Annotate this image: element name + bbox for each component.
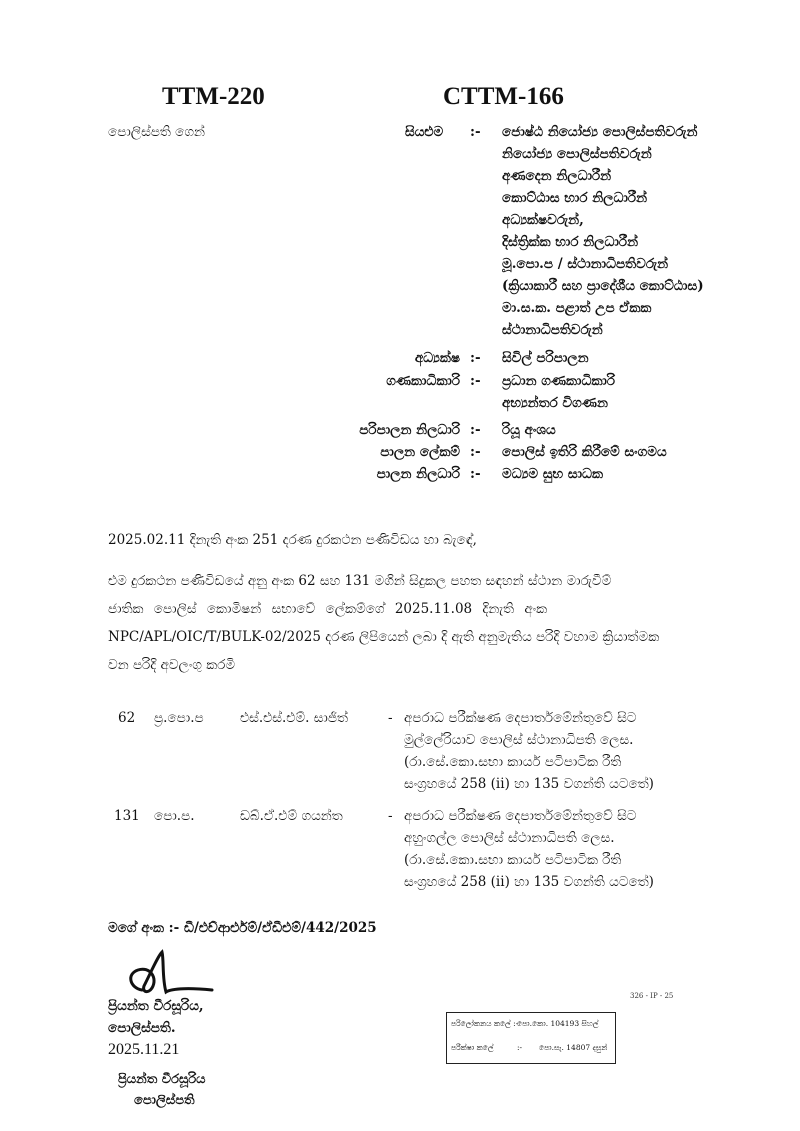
copy-value: රියූ අංශය (502, 422, 556, 438)
transfer-rank: ප්‍ර.පො.ප (154, 710, 204, 726)
body-line: එම දුරකථන පණිවිඩයේ අනු අංක 62 සහ 131 මගින් සිදුකල පහත සඳහන් ස්ථාන මාරුවීම් (108, 573, 612, 589)
copy-label-secretary: පාලන ලේකම් (380, 444, 460, 460)
box-value: පො.කො. 104193 සිහල් (517, 1019, 599, 1028)
sender: පොලිස්පති ගෙන් (108, 124, 205, 140)
copy-value: මධ්‍යම සුභ සාධක (502, 466, 603, 482)
transfer-detail: (රා.සේ.කො.සභා කාර්ය පටිපාටික රීති (404, 852, 622, 868)
signature (112, 948, 232, 1003)
subject-line: 2025.02.11 දිනැති අංක 251 දරණ දුරකථන පණිවිඩය හා බැඳේ, (108, 532, 477, 548)
recipient-item: අධ්‍යක්ෂවරුන්, (502, 212, 584, 228)
recipient-item: මා.ස.ක. පළාත් උප ඒකක (502, 300, 652, 316)
signatory-title: පොලිස්පති. (108, 1020, 176, 1036)
transfer-dash: - (388, 710, 393, 726)
copy-value: පොලිස් ඉතිරි කිරීමේ සංගමය (502, 444, 667, 460)
recipient-item: නියෝජ්‍ය පොලිස්පතිවරුන් (502, 146, 652, 162)
copy-label-admin-officer: පරිපාලන නිලධාරි (359, 422, 460, 438)
transfer-dash: - (388, 808, 393, 824)
recipient-item: ජොෂ්ඨ නියෝජ්‍ය පොලිස්පතිවරුන් (502, 124, 698, 140)
copy-value: අභ්‍යන්තර විගණන (502, 395, 608, 411)
box-label: පරීක්ෂා කලේ (451, 1043, 494, 1052)
transfer-detail: මුල්ලේරියාව පොලිස් ස්ථානාධිපති ලෙස. (404, 732, 634, 748)
transfer-detail: සංග්‍රහයේ 258 (ii) හා 135 වගන්ති යටතේ) (404, 776, 654, 792)
copy-separator: :- (470, 350, 481, 366)
scan-check-box (446, 1012, 616, 1064)
copy-value: සිවිල් පරිපාලන (502, 350, 589, 366)
transfer-number: 131 (114, 808, 140, 824)
transfer-number: 62 (118, 710, 136, 726)
box-label: පරිලෝකනය කලේ :- (451, 1019, 519, 1028)
body-line: NPC/APL/OIC/T/BULK-02/2025 දරණ ලිපියෙන් ලබා දි ඇති අනුමැතිය පරිදි වහාම ක්‍රියාත්මක (108, 629, 660, 645)
transfer-detail: සංග්‍රහයේ 258 (ii) හා 135 වගන්ති යටතේ) (404, 874, 654, 890)
copy-separator: :- (470, 466, 481, 482)
recipient-item: (ක්‍රියාකාරී සහ ප්‍රාදේශීය කොට්ඨාස) (502, 278, 704, 294)
recipient-item: ස්ථානාධිපතිවරුන් (502, 322, 603, 338)
recipients-separator: :- (470, 124, 481, 140)
transfer-name: එස්.එස්.එම්. සාජිත් (240, 710, 348, 726)
body-line: ජාතික පොලිස් කොමිෂන් සභාවේ ලේකම්ගේ 2025.11.08 දිනැති අංක (108, 601, 548, 617)
document-code-left: TTM-220 (162, 83, 265, 110)
recipient-item: දිස්ත්‍රික්ක භාර නිලධාරීන් (502, 234, 639, 250)
margin-note: 326 - IP - 25 (630, 992, 674, 1000)
transfer-rank: පො.ප. (154, 808, 195, 824)
document-code-right: CTTM-166 (443, 83, 564, 110)
box-value: පො.සැ. 14807 දසුන් (539, 1043, 608, 1052)
copy-separator: :- (470, 373, 481, 389)
recipient-item: මූ.පො.ප / ස්ථානාධිපතිවරුන් (502, 256, 669, 272)
stamp-line: පොලිස්පති (134, 1093, 195, 1108)
transfer-detail: (රා.සේ.කො.සභා කාර්ය පටිපාටික රීති (404, 754, 622, 770)
transfer-name: ඩබ්.ඒ.එම් ගයන්ත (240, 808, 343, 824)
body-line: වන පරිදි අවලංගු කරමි (108, 657, 236, 673)
recipient-item: කොට්ඨාස භාර නිලධාරීන් (502, 190, 648, 206)
stamp-line: ප්‍රියන්ත වීරසූරිය (118, 1072, 206, 1087)
signatory-date: 2025.11.21 (108, 1041, 180, 1058)
recipient-item: අණදෙන නිලධාරීන් (502, 168, 612, 184)
copy-value: ප්‍රධාන ගණකාධිකාරි (502, 373, 616, 389)
copy-label-director: අධ්‍යක්ෂ (414, 350, 460, 366)
transfer-detail: අපරාධ පරීක්ෂණ දෙපාර්තමේන්තුවේ සිට (404, 710, 637, 726)
copy-label-accountant: ගණකාධිකාරි (386, 373, 460, 389)
recipients-label: සියළුම (405, 124, 444, 140)
reference-number: මගේ අංක :- ඩී/එච්ආර්එම්/ඒඩීඑම්/442/2025 (108, 920, 377, 936)
copy-separator: :- (470, 444, 481, 460)
signatory-name: ප්‍රියන්ත වීරසූරිය, (108, 998, 204, 1014)
transfer-detail: අහුංගල්ල පොලිස් ස්ථානාධිපති ලෙස. (404, 830, 615, 846)
box-separator: :- (517, 1043, 523, 1052)
transfer-detail: අපරාධ පරීක්ෂණ දෙපාර්තමේන්තුවේ සිට (404, 808, 637, 824)
copy-label-control-officer: පාලන නිලධාරි (376, 466, 460, 482)
copy-separator: :- (470, 422, 481, 438)
